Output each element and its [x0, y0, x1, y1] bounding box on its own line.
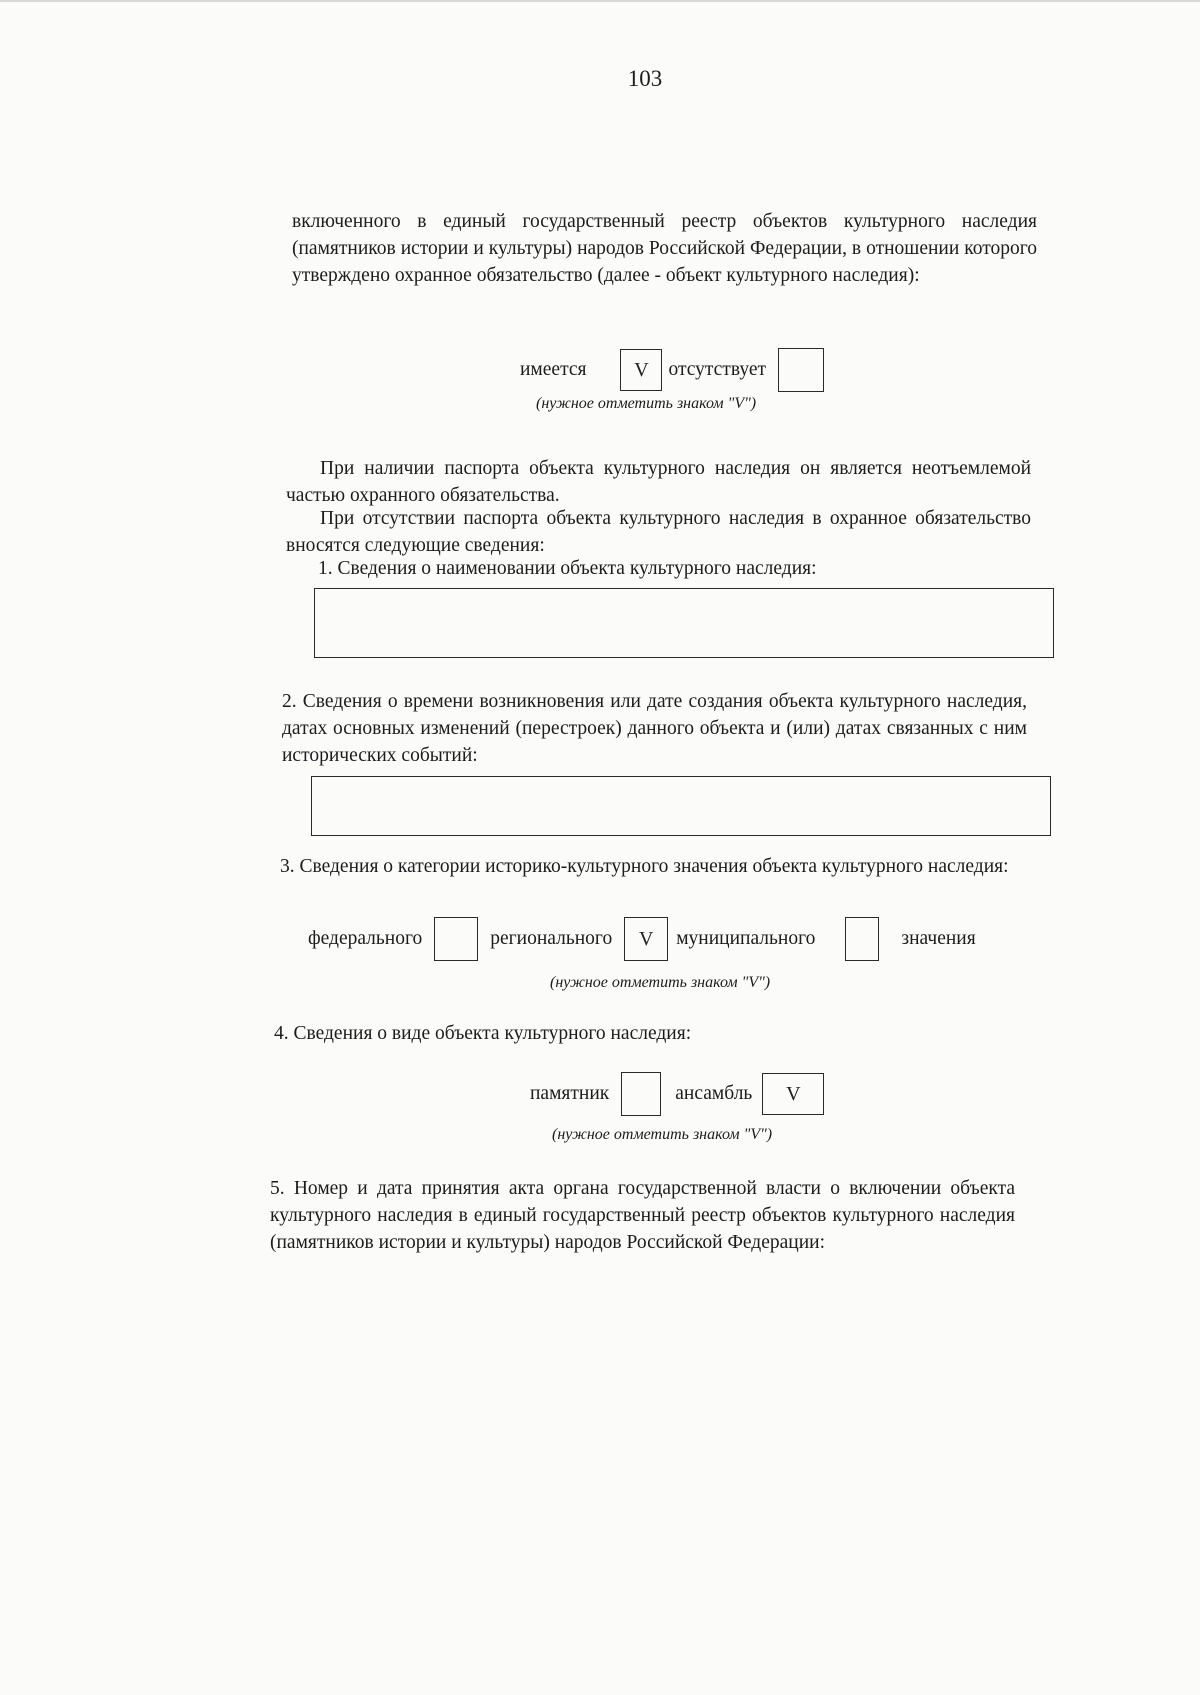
passport-present-paragraph: При наличии паспорта объекта культурного наследия он является неотъемлемой частью охранного обязательства. [286, 458, 1031, 506]
passport-row [520, 348, 824, 392]
type-row [530, 1072, 824, 1116]
passport-absent-checkbox[interactable] [778, 348, 824, 392]
section2-heading: 2. Сведения о времени возникновения или дате создания объекта культурного наследия, датах основных изменений (перестроек) данного объекта и (или) датах связанных с ним исторических событий: [282, 691, 1027, 766]
type-ensemble-label: ансамбль [675, 1083, 753, 1104]
type-monument-checkbox[interactable] [621, 1072, 661, 1116]
scan-top-edge [0, 0, 1200, 2]
category-municipal-checkbox[interactable] [845, 917, 879, 961]
section5-heading: 5. Номер и дата принятия акта органа государственной власти о включении объекта культурного наследия в единый государственный реестр объектов культурного наследия (памятников истории и культуры) народов Российской Федерации: [270, 1178, 1015, 1253]
category-federal-label: федерального [308, 928, 423, 949]
passport-absent-label: отсутствует [668, 359, 767, 380]
type-monument-label: памятник [530, 1083, 610, 1104]
category-suffix-label: значения [901, 928, 976, 949]
section4-heading: 4. Сведения о виде объекта культурного наследия: [274, 1023, 692, 1044]
category-municipal-label: муниципального [676, 928, 816, 949]
type-ensemble-checkbox[interactable]: V [762, 1073, 824, 1115]
category-row [308, 917, 976, 961]
section3-heading: 3. Сведения о категории историко-культурного значения объекта культурного наследия: [280, 856, 1009, 877]
category-regional-label: регионального [490, 928, 613, 949]
intro-paragraph: включенного в единый государственный реестр объектов культурного наследия (памятников истории и культуры) народов Российской Федерации, в отношении которого утверждено охранное обязательство (далее - объект культурного наследия): [292, 211, 1037, 286]
category-hint: (нужное отметить знаком "V") [550, 974, 771, 991]
page-number: 103 [627, 66, 663, 91]
passport-absent-paragraph: При отсутствии паспорта объекта культурного наследия в охранное обязательство вносятся следующие сведения: [286, 508, 1031, 556]
section1-name-field[interactable] [314, 588, 1054, 658]
section2-dates-field[interactable] [311, 776, 1051, 836]
section1-heading: 1. Сведения о наименовании объекта культурного наследия: [318, 558, 817, 579]
passport-has-checkbox[interactable]: V [620, 349, 662, 391]
passport-has-label: имеется [520, 359, 587, 380]
type-hint: (нужное отметить знаком "V") [552, 1126, 773, 1143]
category-federal-checkbox[interactable] [434, 917, 478, 961]
passport-hint: (нужное отметить знаком "V") [536, 395, 757, 412]
category-regional-checkbox[interactable]: V [624, 917, 668, 961]
